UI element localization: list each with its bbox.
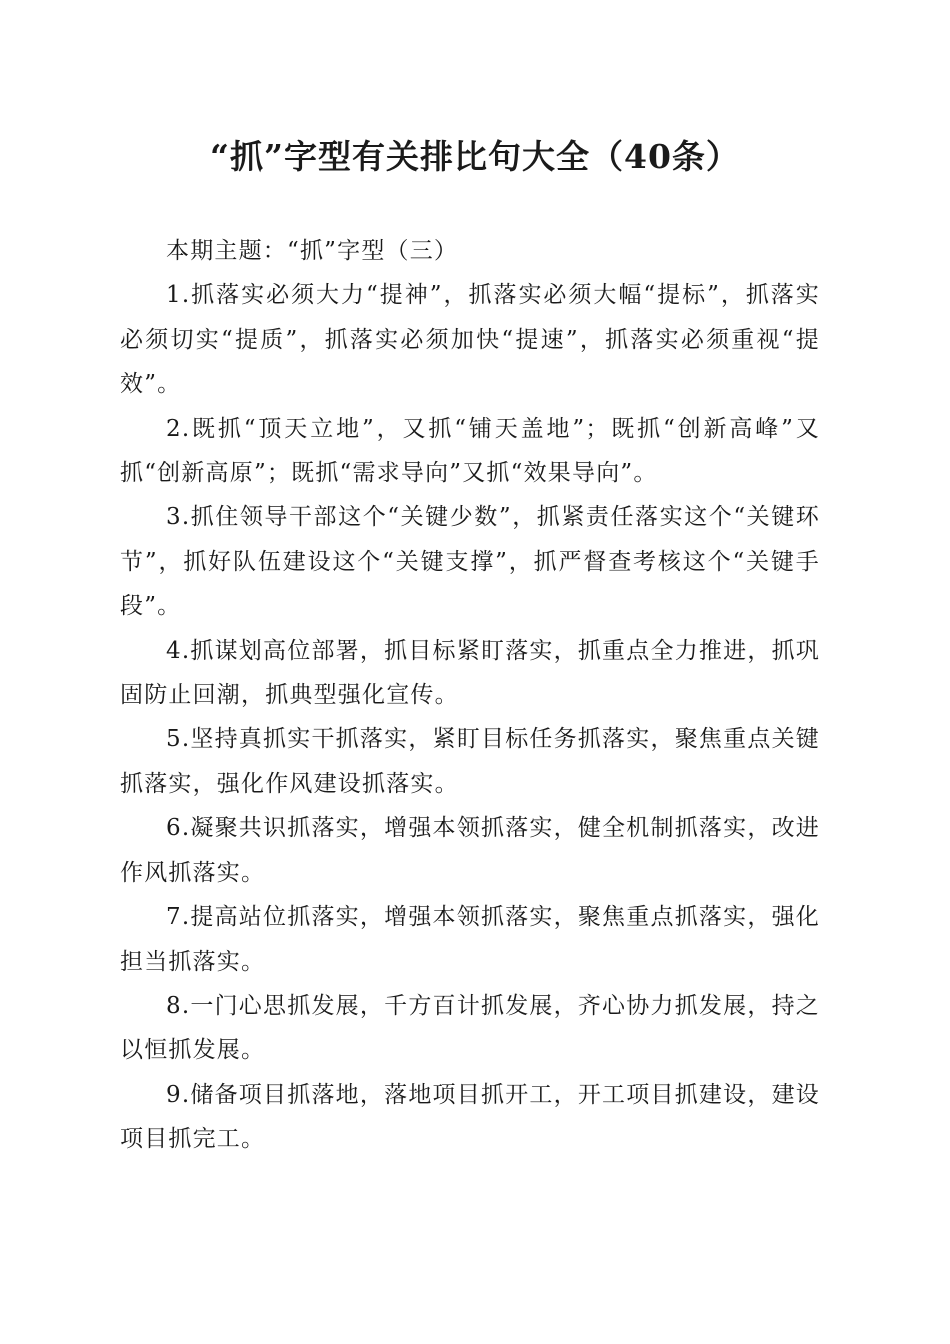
document-body [120, 229, 820, 1162]
paragraph-8: 8.一门心思抓发展，千方百计抓发展，齐心协力抓发展，持之以恒抓发展。 [120, 992, 820, 1064]
paragraph-4: 4.抓谋划高位部署，抓目标紧盯落实，抓重点全力推进，抓巩固防止回潮，抓典型强化宣传。 [120, 637, 820, 709]
paragraph-7: 7.提高站位抓落实，增强本领抓落实，聚焦重点抓落实，强化担当抓落实。 [120, 904, 820, 975]
theme-line: 本期主题：“抓”字型（三） [166, 238, 459, 264]
paragraph-3: 3.抓住领导干部这个“关键少数”，抓紧责任落实这个“关键环节”，抓好队伍建设这个“关键支撑”，抓严督查考核这个“关键手段”。 [120, 504, 820, 620]
paragraph-9: 9.储备项目抓落地，落地项目抓开工，开工项目抓建设，建设项目抓完工。 [120, 1081, 820, 1153]
paragraph-1: 1.抓落实必须大力“提神”，抓落实必须大幅“提标”，抓落实必须切实“提质”，抓落实必须加快“提速”，抓落实必须重视“提效”。 [120, 282, 820, 398]
paragraph-6: 6.凝聚共识抓落实，增强本领抓落实，健全机制抓落实，改进作风抓落实。 [120, 815, 820, 886]
document-title: “抓”字型有关排比句大全（40条） [210, 137, 740, 176]
paragraph-5: 5.坚持真抓实干抓落实，紧盯目标任务抓落实，聚焦重点关键抓落实，强化作风建设抓落实。 [120, 726, 820, 797]
paragraph-2: 2.既抓“顶天立地”，又抓“铺天盖地”；既抓“创新高峰”又抓“创新高原”；既抓“需求导向”又抓“效果导向”。 [120, 415, 820, 487]
